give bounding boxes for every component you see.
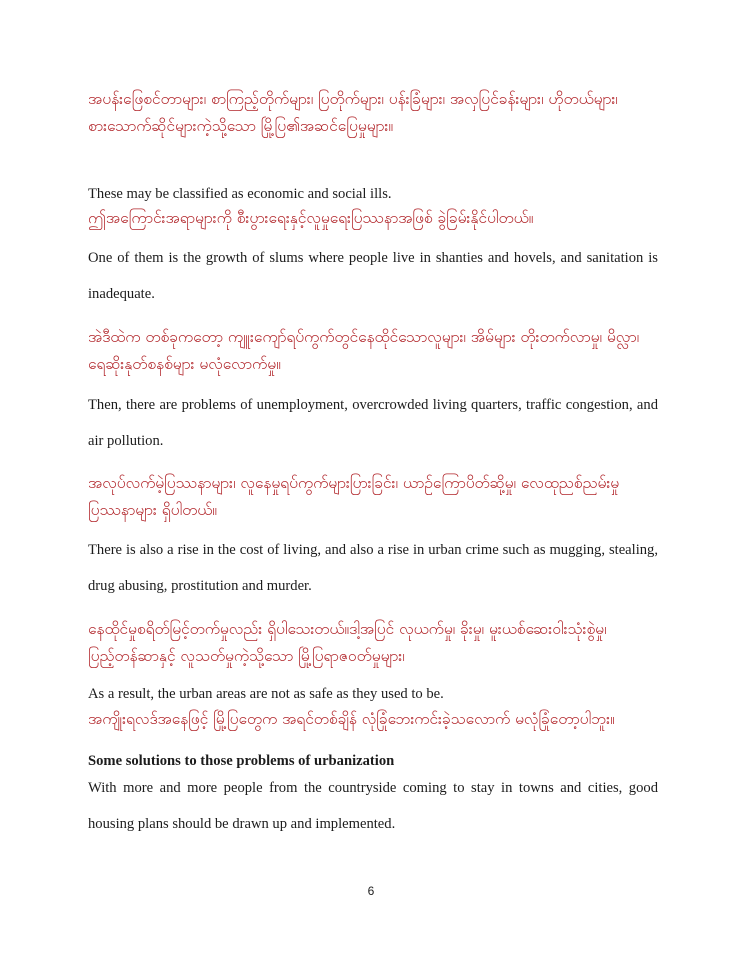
- english-paragraph-unemployment: Then, there are problems of unemployment, overcrowded living quarters, traffic congestion, and air pollution.: [88, 397, 658, 449]
- myanmar-paragraph-ills: ဤအကြောင်းအရာများကို စီးပွားရေးနှင့်လူမှုရေးပြဿနာအဖြစ် ခွဲခြမ်းနိုင်ပါတယ်။: [88, 209, 534, 227]
- myanmar-paragraph-slums: အဲဒီထဲက တစ်ခုကတော့ ကျူးကျော်ရပ်ကွက်တွင်နေထိုင်သောလူများ၊ အိမ်များ တိုးတက်လာမှု၊ မိလ္လာ၊ ရေဆိုးနုတ်စနစ်များ မလုံလောက်မှု။: [88, 328, 640, 373]
- myanmar-paragraph-cost-of-living: နေထိုင်မှုစရိတ်မြင့်တက်မှုလည်း ရှိပါသေးတယ်။ဒါ့အပြင် လုယက်မှု၊ ခိုးမှု၊ မူးယစ်ဆေးဝါးသုံးစွဲမှု၊ ပြည့်တန်ဆာနှင့် လူသတ်မှုကဲ့သို့သော မြို့ပြရာဇဝတ်မှုများ၊: [88, 620, 607, 665]
- english-paragraph-result: As a result, the urban areas are not as safe as they used to be.: [88, 686, 444, 702]
- english-paragraph-slums: One of them is the growth of slums where people live in shanties and hovels, and sanitation is inadequate.: [88, 250, 658, 302]
- english-paragraph-ills: These may be classified as economic and social ills.: [88, 186, 392, 202]
- myanmar-paragraph-result: အကျိုးရလဒ်အနေဖြင့် မြို့ပြတွေက အရင်တစ်ချိန် လုံခြုံဘေးကင်းခဲ့သလောက် မလုံခြုံတော့ပါဘူး။: [88, 710, 615, 728]
- english-paragraph-cost-of-living: There is also a rise in the cost of living, and also a rise in urban crime such as mugging, stealing, drug abusing, prostitution and murder.: [88, 542, 658, 594]
- myanmar-paragraph-amenities: အပန်းဖြေစင်တာများ၊ စာကြည့်တိုက်များ၊ ပြတိုက်များ၊ ပန်းခြံများ၊ အလှပြင်ခန်းများ၊ ဟိုတယ်များ၊ စားသောက်ဆိုင်များကဲ့သို့သော မြို့ပြ၏အဆင်ပြေမှုများ။: [88, 90, 618, 135]
- myanmar-paragraph-unemployment: အလုပ်လက်မဲ့ပြဿနာများ၊ လူနေမှုရပ်ကွက်များပြားခြင်း၊ ယာဉ်ကြောပိတ်ဆို့မှု၊ လေထုညစ်ညမ်းမှု ပြဿနာများ ရှိပါတယ်။: [88, 474, 620, 519]
- section-heading-solutions: Some solutions to those problems of urbanization: [88, 753, 395, 769]
- page-number: 6: [367, 884, 375, 898]
- english-paragraph-housing: With more and more people from the countryside coming to stay in towns and cities, good housing plans should be drawn up and implemented.: [88, 780, 658, 832]
